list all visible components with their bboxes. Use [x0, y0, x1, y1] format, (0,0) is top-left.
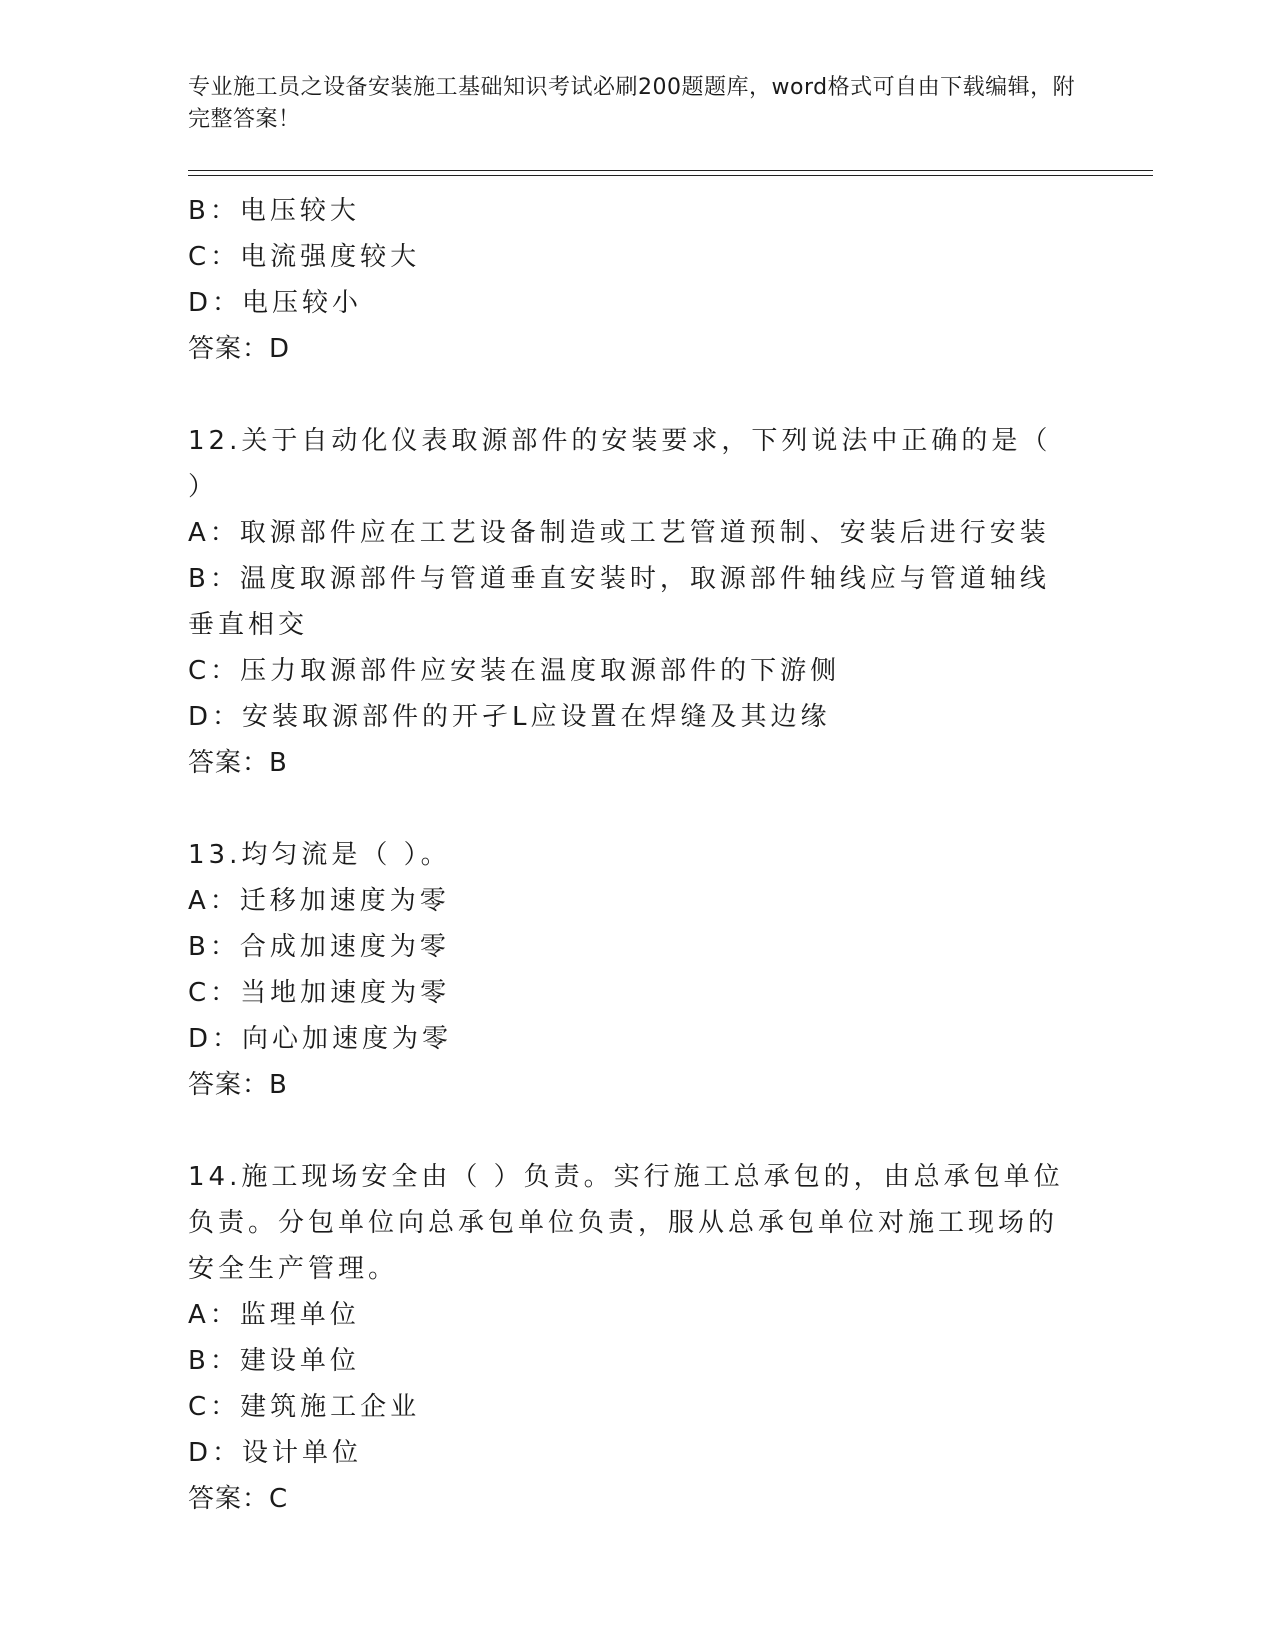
question-text: 13.均匀流是（ ）。 — [188, 840, 451, 870]
answer: 答案：D — [188, 334, 291, 364]
option-a: A：取源部件应在工艺设备制造或工艺管道预制、安装后进行安装 — [188, 518, 1050, 548]
question-block-12 — [188, 418, 1078, 786]
option-d: D：安装取源部件的开孑L应设置在焊缝及其边缘 — [188, 702, 831, 732]
option-b: B：建设单位 — [188, 1346, 360, 1376]
option-d: D：电压较小 — [188, 288, 363, 318]
option-d: D：设计单位 — [188, 1438, 363, 1468]
option-c: C：压力取源部件应安装在温度取源部件的下游侧 — [188, 656, 841, 686]
question-text: 12.关于自动化仪表取源部件的安装要求，下列说法中正确的是（ ） — [188, 426, 1064, 502]
option-a: A：迁移加速度为零 — [188, 886, 450, 916]
header-rule-bottom — [188, 175, 1153, 176]
answer: 答案：B — [188, 1070, 288, 1100]
question-list — [188, 188, 1078, 1522]
question-block-11 — [188, 188, 1078, 372]
option-c: C：建筑施工企业 — [188, 1392, 421, 1422]
question-block-13 — [188, 832, 1078, 1108]
option-b: B：电压较大 — [188, 196, 360, 226]
header-rule-top — [188, 170, 1153, 171]
question-text: 14.施工现场安全由（ ）负责。实行施工总承包的，由总承包单位负责。分包单位向总承包单位负责，服从总承包单位对施工现场的安全生产管理。 — [188, 1162, 1064, 1284]
document-title: 专业施工员之设备安装施工基础知识考试必刷200题题库，word格式可自由下载编辑，附完整答案！ — [188, 75, 1076, 132]
option-d: D：向心加速度为零 — [188, 1024, 453, 1054]
question-block-14 — [188, 1154, 1078, 1522]
option-c: C：电流强度较大 — [188, 242, 421, 272]
answer: 答案：B — [188, 748, 288, 778]
option-b: B：温度取源部件与管道垂直安装时，取源部件轴线应与管道轴线垂直相交 — [188, 564, 1050, 640]
answer: 答案：C — [188, 1484, 289, 1514]
option-a: A：监理单位 — [188, 1300, 360, 1330]
option-c: C：当地加速度为零 — [188, 978, 451, 1008]
option-b: B：合成加速度为零 — [188, 932, 450, 962]
document-header — [188, 72, 1088, 136]
